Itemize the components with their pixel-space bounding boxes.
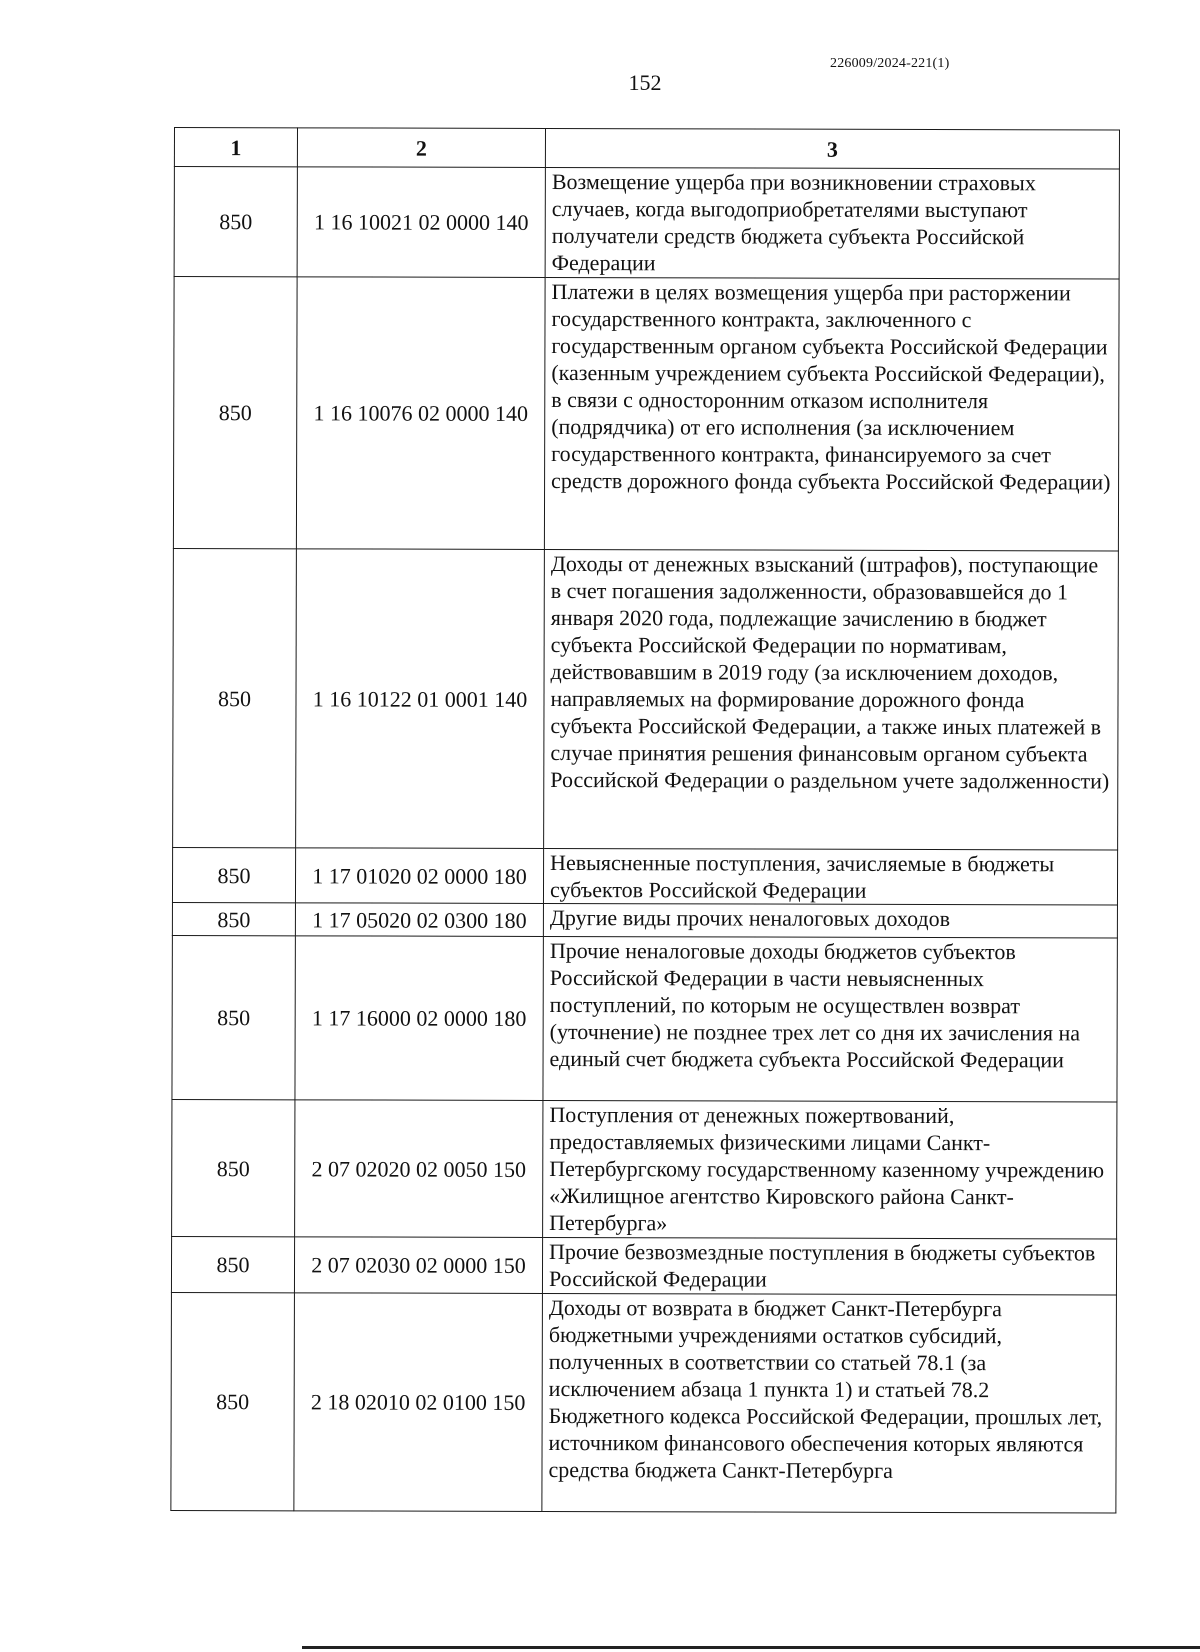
column-header-3: 3 [545,128,1119,169]
admin-code-cell: 850 [172,902,295,935]
budget-code-cell: 1 16 10122 01 0001 140 [296,549,545,849]
admin-code-cell: 850 [171,1292,295,1510]
table-header [174,128,1119,169]
document-registration-code: 226009/2024-221(1) [830,56,950,71]
table-body [171,167,1120,1513]
admin-code-cell: 850 [171,1236,294,1292]
budget-code-cell: 2 07 02030 02 0000 150 [294,1237,542,1294]
admin-code-cell: 850 [172,1099,295,1236]
budget-code-cell: 2 07 02020 02 0050 150 [295,1100,543,1238]
description-cell: Поступления от денежных пожертвований, предоставляемых физическими лицами Санкт-Петербургскому государственному казенному учреждению «Жилищное агентство Кировского района Санкт-Петербурга» [543,1100,1117,1239]
admin-code-cell: 850 [174,167,297,277]
description-cell: Возмещение ущерба при возникновении страховых случаев, когда выгодоприобретателями выступают получатели средств бюджета субъекта Российской Федерации [545,167,1119,279]
description-cell: Прочие неналоговые доходы бюджетов субъектов Российской Федерации в части невыясненных поступлений, по которым не осуществлен возврат (уточнение) не позднее трех лет со дня их зачисления на единый счет бюджета субъекта Российской Федерации [543,936,1117,1102]
table-row [171,1236,1116,1294]
description-cell: Невыясненные поступления, зачисляемые в бюджеты субъектов Российской Федерации [543,848,1117,905]
table-row [172,1099,1117,1238]
description-cell: Платежи в целях возмещения ущерба при расторжении государственного контракта, заключенного с государственным органом субъекта Российской Федерации (казенным учреждением субъекта Российской Федерации), в связи с односторонним отказом исполнителя (подрядчика) от его исполнения (за исключением государственного контракта, финансируемого за счет средств дорожного фонда субъекта Российской Федерации) [544,277,1119,551]
table-row [172,902,1117,937]
admin-code-cell: 850 [173,277,297,549]
budget-classification-table [170,127,1120,1513]
budget-code-cell: 1 17 01020 02 0000 180 [295,848,543,904]
page-bottom-rule [302,1646,1200,1649]
table-row [173,548,1119,849]
table-row [172,847,1117,904]
header-row [174,128,1119,169]
table-row [171,1292,1117,1512]
budget-code-cell: 1 17 16000 02 0000 180 [295,936,543,1101]
table-row [173,277,1119,551]
description-cell: Доходы от денежных взысканий (штрафов), поступающие в счет погашения задолженности, образовавшейся до 1 января 2020 года, подлежащие зачислению в бюджет субъекта Российской Федерации по нормативам, действовавшим в 2019 году (за исключением доходов, направляемых на формирование дорожного фонда субъекта Российской Федерации, а также иных платежей в случае принятия решения финансовым органом субъекта Российской Федерации о раздельном учете задолженности) [544,549,1119,850]
table-row [172,935,1117,1101]
budget-code-cell: 2 18 02010 02 0100 150 [294,1293,543,1512]
page-number: 152 [628,70,662,95]
table-row [174,167,1119,279]
admin-code-cell: 850 [172,847,295,902]
description-cell: Доходы от возврата в бюджет Санкт-Петербурга бюджетными учреждениями остатков субсидий, полученных в соответствии со статьей 78.1 (за исключением абзаца 1 пункта 1) и статьей 78.2 Бюджетного кодекса Российской Федерации, прошлых лет, источником финансового обеспечения которых являются средства бюджета Санкт-Петербурга [542,1293,1117,1513]
admin-code-cell: 850 [173,548,297,847]
description-cell: Другие виды прочих неналоговых доходов [543,903,1117,938]
admin-code-cell: 850 [172,935,295,1099]
column-header-1: 1 [174,128,297,167]
description-cell: Прочие безвозмездные поступления в бюджеты субъектов Российской Федерации [542,1237,1116,1295]
budget-code-cell: 1 16 10076 02 0000 140 [296,277,545,550]
budget-code-cell: 1 16 10021 02 0000 140 [297,167,545,278]
budget-code-cell: 1 17 05020 02 0300 180 [295,903,543,937]
column-header-2: 2 [297,128,545,168]
